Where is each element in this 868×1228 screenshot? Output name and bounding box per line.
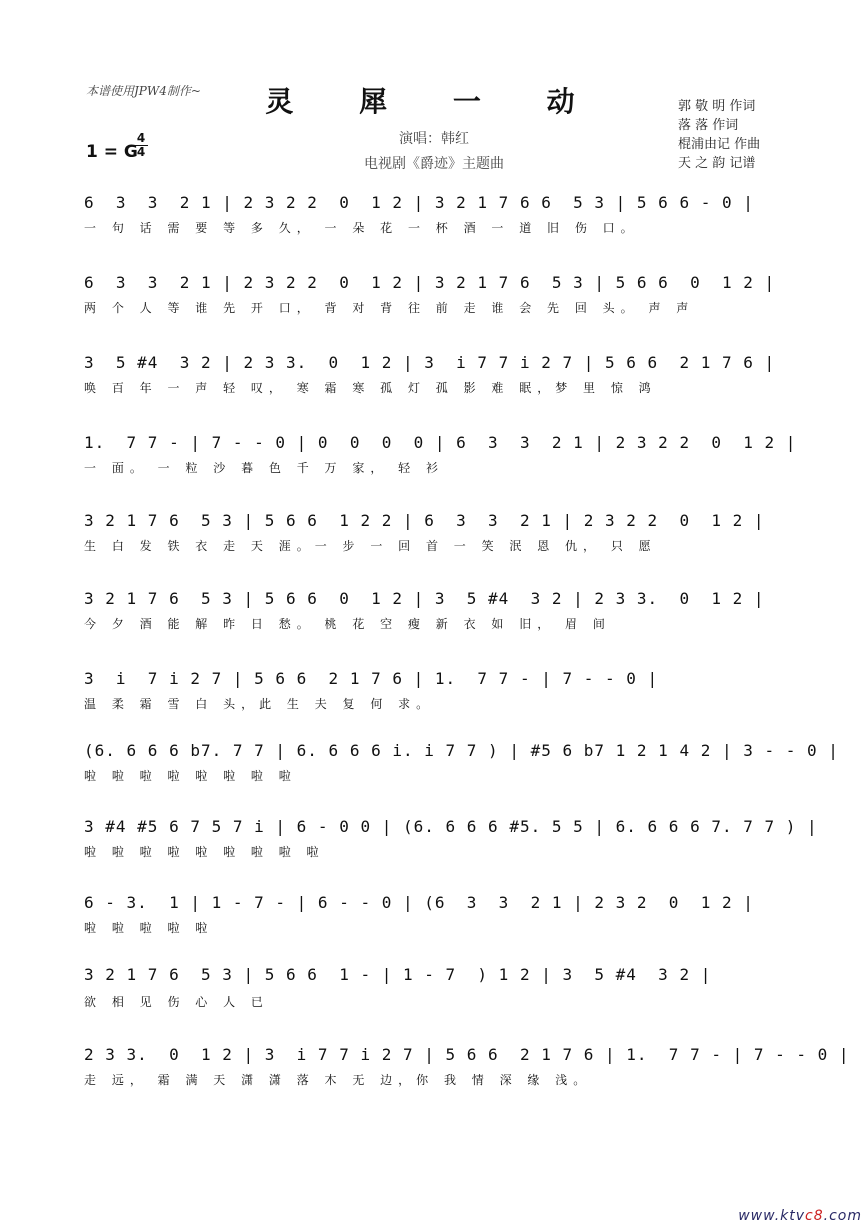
notation-line: 1. 7 7 - | 7 - - 0 | 0 0 0 0 | 6 3 3 2 1 | 2 3 2 2 0 1 2 | bbox=[84, 433, 797, 452]
watermark-left: www.ktv bbox=[738, 1208, 806, 1224]
song-title: 灵 犀 一 动 bbox=[265, 85, 603, 118]
lyric-line: 今 夕 酒 能 解 昨 日 愁。 桃 花 空 瘦 新 衣 如 旧， 眉 间 bbox=[84, 617, 611, 631]
staff-6 bbox=[84, 586, 790, 632]
credit-line: 棍浦由记 作曲 bbox=[678, 137, 761, 152]
watermark-right: .com bbox=[823, 1208, 862, 1224]
lyric-line: 温 柔 霜 雪 白 头，此 生 夫 复 何 求。 bbox=[84, 697, 435, 711]
lyric-line: 两 个 人 等 谁 先 开 口， 背 对 背 往 前 走 谁 会 先 回 头。 声 声 bbox=[84, 301, 695, 315]
theme-label: 电视剧《爵迹》主题曲 bbox=[364, 156, 504, 172]
lyric-line: 唤 百 年 一 声 轻 叹， 寒 霜 寒 孤 灯 孤 影 难 眠，梦 里 惊 鸿 bbox=[84, 381, 657, 395]
staff-5 bbox=[84, 508, 790, 554]
notation-line: 6 - 3. 1 | 1 - 7 - | 6 - - 0 | (6 3 3 2 1 | 2 3 2 0 1 2 | bbox=[84, 893, 754, 912]
staff-12 bbox=[84, 1042, 850, 1088]
notation-line: 3 2 1 7 6 5 3 | 5 6 6 1 2 2 | 6 3 3 2 1 | 2 3 2 2 0 1 2 | bbox=[84, 511, 765, 530]
notation-line: 3 5 #4 3 2 | 2 3 3. 0 1 2 | 3 i 7 7 i 2 7 | 5 6 6 2 1 7 6 | bbox=[84, 353, 776, 372]
staff-11 bbox=[84, 962, 790, 1010]
notation-line: (6. 6 6 6 b7. 7 7 | 6. 6 6 6 i. i 7 7 ) | #5 6 b7 1 2 1 4 2 | 3 - - 0 | bbox=[84, 741, 839, 760]
singer-label: 演唱：韩红 bbox=[399, 131, 469, 147]
site-watermark bbox=[738, 1208, 862, 1224]
time-signature bbox=[134, 132, 148, 159]
notation-line: 6 3 3 2 1 | 2 3 2 2 0 1 2 | 3 2 1 7 6 5 3 | 5 6 6 0 1 2 | bbox=[84, 273, 776, 292]
credit-line: 郭 敬 明 作词 bbox=[678, 99, 756, 114]
notation-line: 3 i 7 i 2 7 | 5 6 6 2 1 7 6 | 1. 7 7 - | 7 - - 0 | bbox=[84, 669, 659, 688]
watermark-red: c8 bbox=[805, 1208, 824, 1224]
staff-8 bbox=[84, 738, 839, 784]
time-sig-bottom: 4 bbox=[136, 145, 146, 159]
staff-7 bbox=[84, 666, 790, 712]
notation-line: 3 2 1 7 6 5 3 | 5 6 6 0 1 2 | 3 5 #4 3 2 | 2 3 3. 0 1 2 | bbox=[84, 589, 765, 608]
key-signature: 1 = G bbox=[86, 142, 138, 162]
tool-note: 本谱使用JPW4制作~ bbox=[86, 84, 201, 98]
credits bbox=[678, 97, 760, 173]
staff-3 bbox=[84, 350, 790, 396]
lyric-line: 一 面。 一 粒 沙 暮 色 千 万 家， 轻 衫 bbox=[84, 461, 444, 475]
credit-line: 落 落 作词 bbox=[678, 118, 739, 133]
lyric-line: 啦 啦 啦 啦 啦 bbox=[84, 921, 214, 935]
credit-line: 天 之 韵 记谱 bbox=[678, 156, 756, 171]
notation-line: 6 3 3 2 1 | 2 3 2 2 0 1 2 | 3 2 1 7 6 6 5 3 | 5 6 6 - 0 | bbox=[84, 193, 754, 212]
staff-2 bbox=[84, 270, 790, 316]
lyric-line: 啦 啦 啦 啦 啦 啦 啦 啦 啦 bbox=[84, 845, 325, 859]
notation-line: 3 2 1 7 6 5 3 | 5 6 6 1 - | 1 - 7 ) 1 2 | 3 5 #4 3 2 | bbox=[84, 965, 712, 984]
staff-10 bbox=[84, 890, 790, 936]
lyric-line: 生 白 发 铁 衣 走 天 涯。一 步 一 回 首 一 笑 泯 恩 仇， 只 愿 bbox=[84, 539, 657, 553]
lyric-line: 走 远， 霜 满 天 潇 潇 落 木 无 边，你 我 情 深 缘 浅。 bbox=[84, 1073, 592, 1087]
notation-line: 3 #4 #5 6 7 5 7 i | 6 - 0 0 | (6. 6 6 6 #5. 5 5 | 6. 6 6 6 7. 7 7 ) | bbox=[84, 817, 818, 836]
staff-4 bbox=[84, 430, 797, 476]
lyric-line: 啦 啦 啦 啦 啦 啦 啦 啦 bbox=[84, 769, 297, 783]
time-sig-top: 4 bbox=[134, 132, 148, 146]
staff-9 bbox=[84, 814, 818, 860]
notation-line: 2 3 3. 0 1 2 | 3 i 7 7 i 2 7 | 5 6 6 2 1 7 6 | 1. 7 7 - | 7 - - 0 | bbox=[84, 1045, 850, 1064]
lyric-line: 欲 相 见 伤 心 人 已 bbox=[84, 995, 269, 1009]
lyric-line: 一 句 话 需 要 等 多 久， 一 朵 花 一 杯 酒 一 道 旧 伤 口。 bbox=[84, 221, 639, 235]
staff-1 bbox=[84, 190, 790, 236]
